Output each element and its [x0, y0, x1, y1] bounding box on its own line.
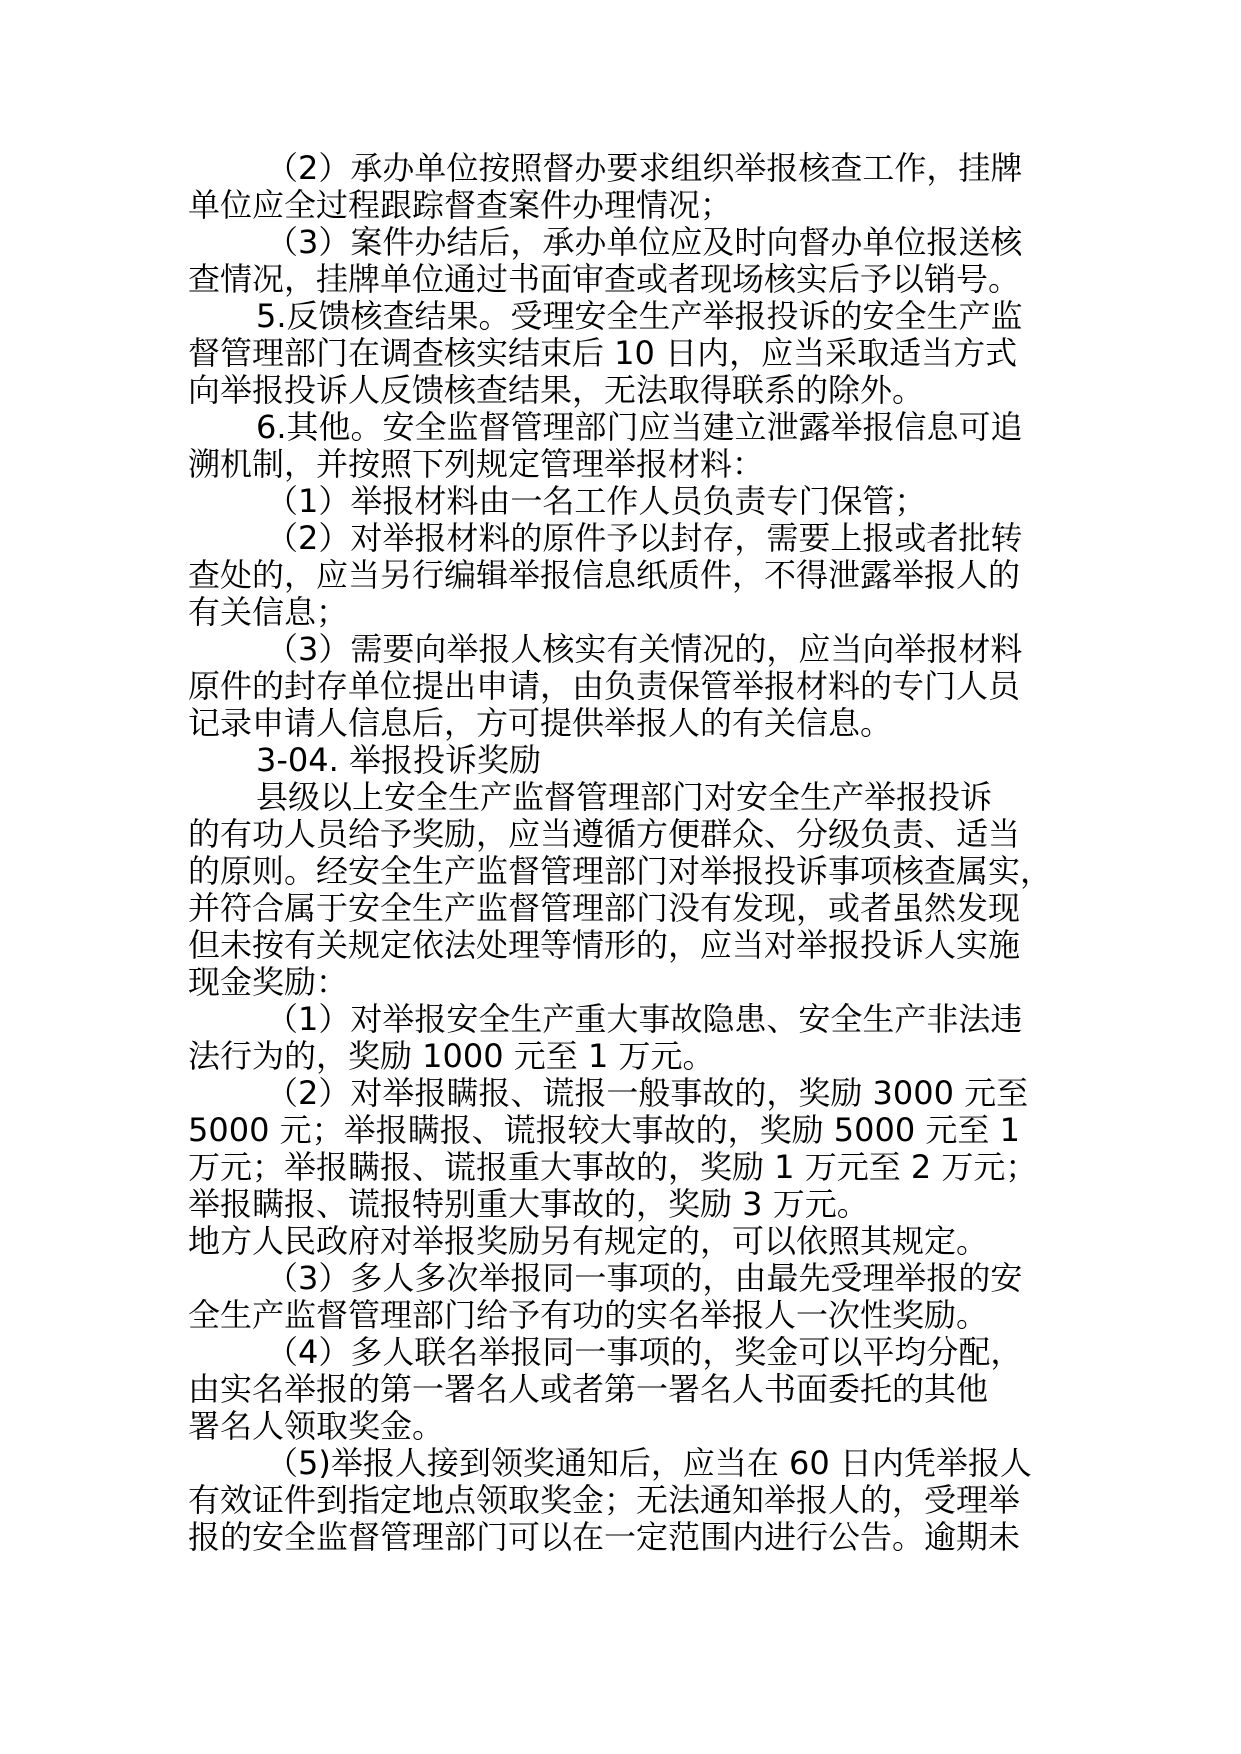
text-line: 现金奖励： [188, 963, 349, 1001]
text-line: 3-04. 举报投诉奖励 [256, 741, 541, 779]
text-line: 单位应全过程跟踪督查案件办理情况； [188, 186, 733, 224]
text-line: 但未按有关规定依法处理等情形的，应当对举报投诉人实施 [188, 926, 1021, 964]
text-line: 县级以上安全生产监督管理部门对安全生产举报投诉 [256, 778, 993, 816]
text-line: 向举报投诉人反馈核查结果，无法取得联系的除外。 [188, 371, 925, 409]
text-line: 并符合属于安全生产监督管理部门没有发现，或者虽然发现 [188, 889, 1021, 927]
text-line: 原件的封存单位提出申请，由负责保管举报材料的专门人员 [188, 667, 1021, 705]
text-line: 查情况，挂牌单位通过书面审查或者现场核实后予以销号。 [188, 260, 1021, 298]
text-line: 全生产监督管理部门给予有功的实名举报人一次性奖励。 [188, 1296, 989, 1334]
text-line: 督管理部门在调查核实结束后 10 日内，应当采取适当方式 [188, 334, 1018, 372]
text-line: （4）多人联名举报同一事项的，奖金可以平均分配， [266, 1333, 1023, 1371]
text-line: 万元；举报瞒报、谎报重大事故的，奖励 1 万元至 2 万元； [188, 1148, 1038, 1186]
text-line: （5)举报人接到领奖通知后，应当在 60 日内凭举报人 [266, 1444, 1032, 1482]
text-line: 署名人领取奖金。 [188, 1407, 445, 1445]
text-line: 的原则。经安全生产监督管理部门对举报投诉事项核查属实， [188, 852, 1053, 890]
text-line: 查处的，应当另行编辑举报信息纸质件，不得泄露举报人的 [188, 556, 1021, 594]
text-line: 记录申请人信息后，方可提供举报人的有关信息。 [188, 704, 893, 742]
document-body [188, 150, 1068, 1556]
text-line: 有效证件到指定地点领取奖金；无法通知举报人的，受理举 [188, 1481, 1021, 1519]
text-line: 举报瞒报、谎报特别重大事故的，奖励 3 万元。 [188, 1185, 869, 1223]
text-line: 报的安全监督管理部门可以在一定范围内进行公告。逾期未 [188, 1518, 1021, 1556]
text-line: 溯机制，并按照下列规定管理举报材料： [188, 445, 765, 483]
text-line: 6.其他。安全监督管理部门应当建立泄露举报信息可追 [256, 408, 1023, 446]
text-line: 法行为的，奖励 1000 元至 1 万元。 [188, 1037, 715, 1075]
text-line: 地方人民政府对举报奖励另有规定的，可以依照其规定。 [188, 1222, 989, 1260]
text-line: （3）案件办结后，承办单位应及时向督办单位报送核 [266, 223, 1023, 261]
text-line: （2）承办单位按照督办要求组织举报核查工作，挂牌 [266, 149, 1023, 187]
text-line: 由实名举报的第一署名人或者第一署名人书面委托的其他 [188, 1370, 989, 1408]
text-line: （2）对举报材料的原件予以封存，需要上报或者批转 [266, 519, 1023, 557]
text-line: （1）举报材料由一名工作人员负责专门保管； [266, 482, 927, 520]
text-line: （3）多人多次举报同一事项的，由最先受理举报的安 [266, 1259, 1023, 1297]
text-line: 有关信息； [188, 593, 349, 631]
text-line: 5000 元；举报瞒报、谎报较大事故的，奖励 5000 元至 1 [188, 1111, 1020, 1149]
text-line: （2）对举报瞒报、谎报一般事故的，奖励 3000 元至 [266, 1074, 1029, 1112]
text-line: 的有功人员给予奖励，应当遵循方便群众、分级负责、适当 [188, 815, 1021, 853]
text-line: （1）对举报安全生产重大事故隐患、安全生产非法违 [266, 1000, 1023, 1038]
text-line: 5.反馈核查结果。受理安全生产举报投诉的安全生产监 [256, 297, 1023, 335]
text-line: （3）需要向举报人核实有关情况的，应当向举报材料 [266, 630, 1023, 668]
